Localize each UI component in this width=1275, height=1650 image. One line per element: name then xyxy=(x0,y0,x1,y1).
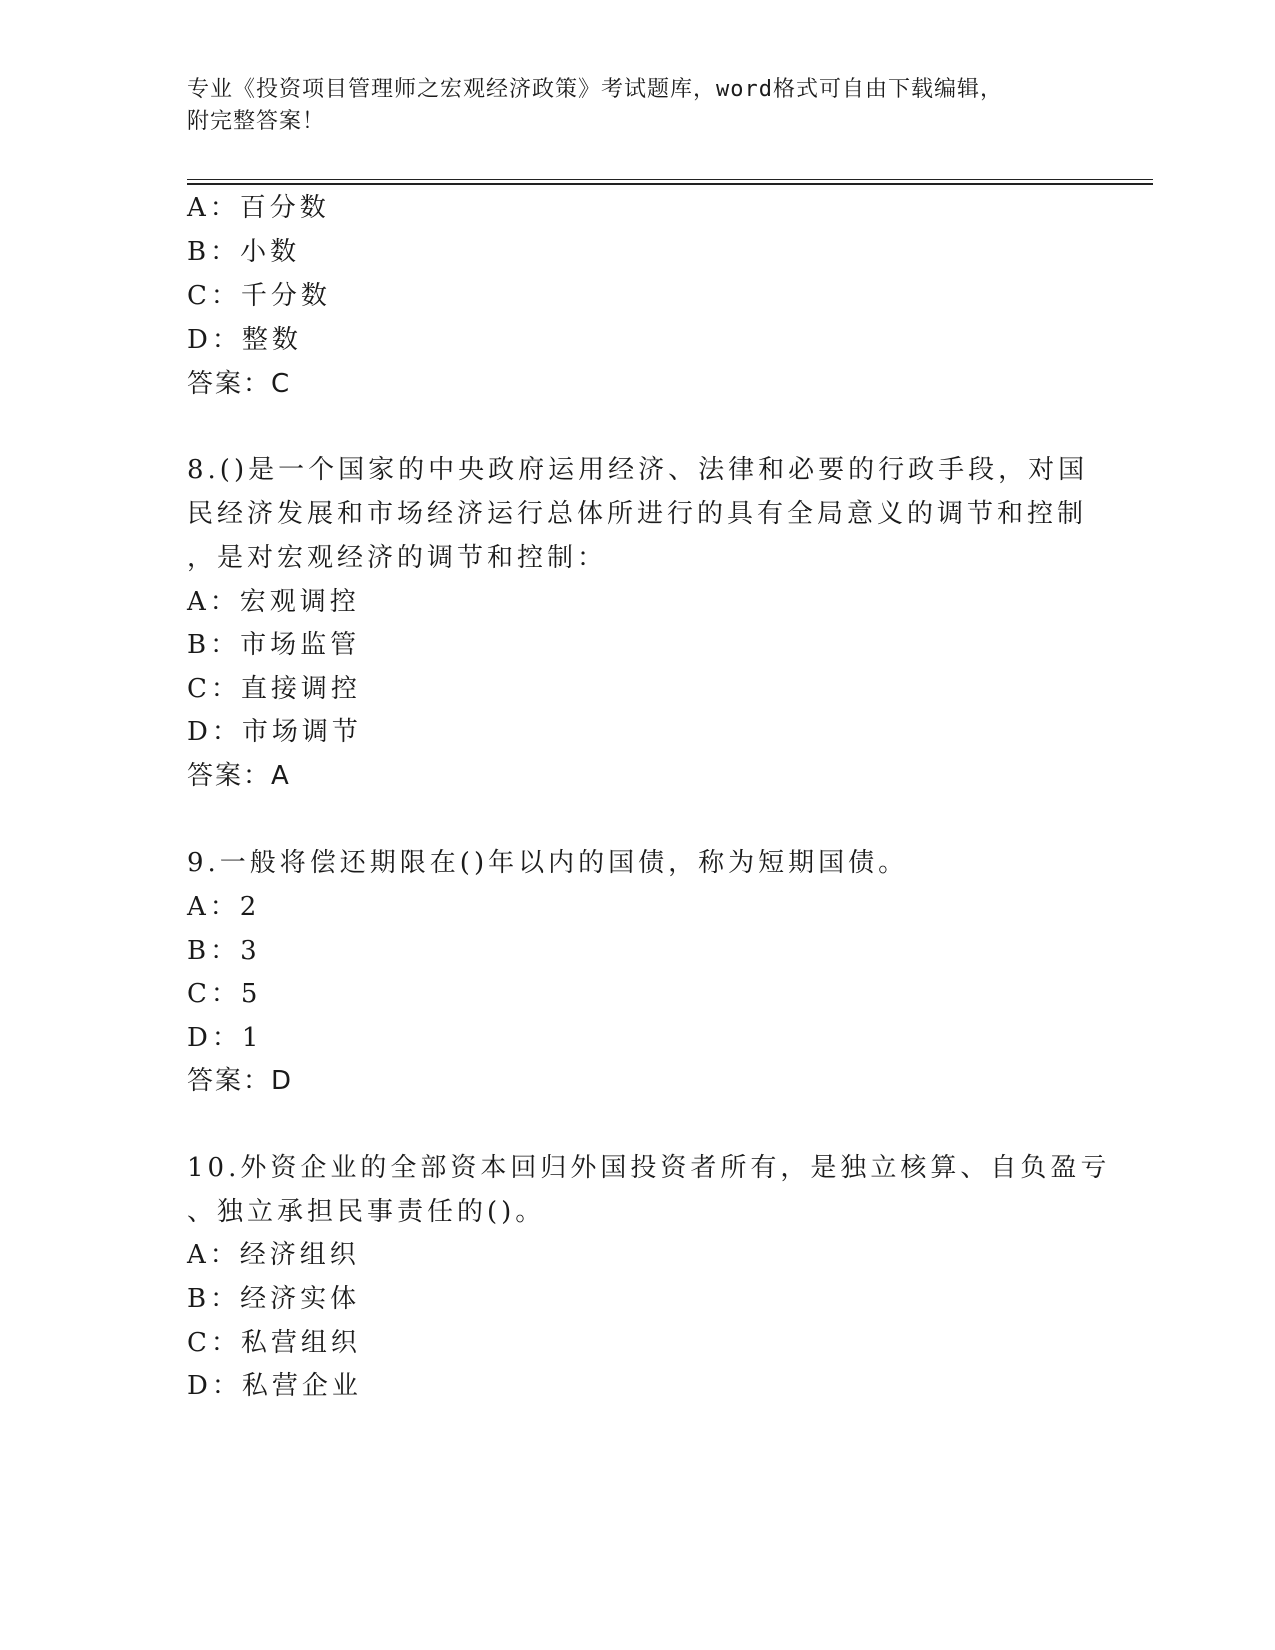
q10-stem-line-1: 10.外资企业的全部资本回归外国投资者所有，是独立核算、自负盈亏 xyxy=(187,1153,1111,1183)
q8-stem-line-3: ，是对宏观经济的调节和控制： xyxy=(187,543,608,573)
q9-option-b: B：3 xyxy=(187,936,261,966)
q8-option-b: B：市场监管 xyxy=(187,630,361,660)
q8-option-d: D：市场调节 xyxy=(187,717,362,747)
q7-option-d: D：整数 xyxy=(187,325,302,355)
header-divider-thick xyxy=(187,183,1153,185)
q10-option-a: A：经济组织 xyxy=(187,1240,360,1270)
q8-option-a: A：宏观调控 xyxy=(187,587,360,617)
q9-option-d: D：1 xyxy=(187,1023,263,1053)
q8-answer: 答案：A xyxy=(187,761,291,791)
q9-stem-line-1: 9.一般将偿还期限在()年以内的国债，称为短期国债。 xyxy=(187,848,909,878)
q7-answer: 答案：C xyxy=(187,369,292,399)
q8-stem-line-2: 民经济发展和市场经济运行总体所进行的具有全局意义的调节和控制 xyxy=(187,499,1088,529)
document-header xyxy=(187,74,1087,138)
q10-option-c: C：私营组织 xyxy=(187,1328,361,1358)
q7-option-c: C：千分数 xyxy=(187,281,331,311)
q7-option-b: B：小数 xyxy=(187,237,301,267)
q7-option-a: A：百分数 xyxy=(187,193,330,223)
q9-option-a: A：2 xyxy=(187,892,261,922)
q10-stem-line-2: 、独立承担民事责任的()。 xyxy=(187,1197,546,1227)
header-divider-thin xyxy=(187,179,1153,180)
q10-option-d: D：私营企业 xyxy=(187,1371,362,1401)
q8-option-c: C：直接调控 xyxy=(187,674,361,704)
header-line-1: 专业《投资项目管理师之宏观经济政策》考试题库，word格式可自由下载编辑， xyxy=(187,77,1003,102)
q8-stem-line-1: 8.()是一个国家的中央政府运用经济、法律和必要的行政手段，对国 xyxy=(187,455,1089,485)
q9-answer: 答案：D xyxy=(187,1066,294,1096)
q10-option-b: B：经济实体 xyxy=(187,1284,361,1314)
header-line-2: 附完整答案！ xyxy=(187,109,326,134)
q9-option-c: C：5 xyxy=(187,979,262,1009)
